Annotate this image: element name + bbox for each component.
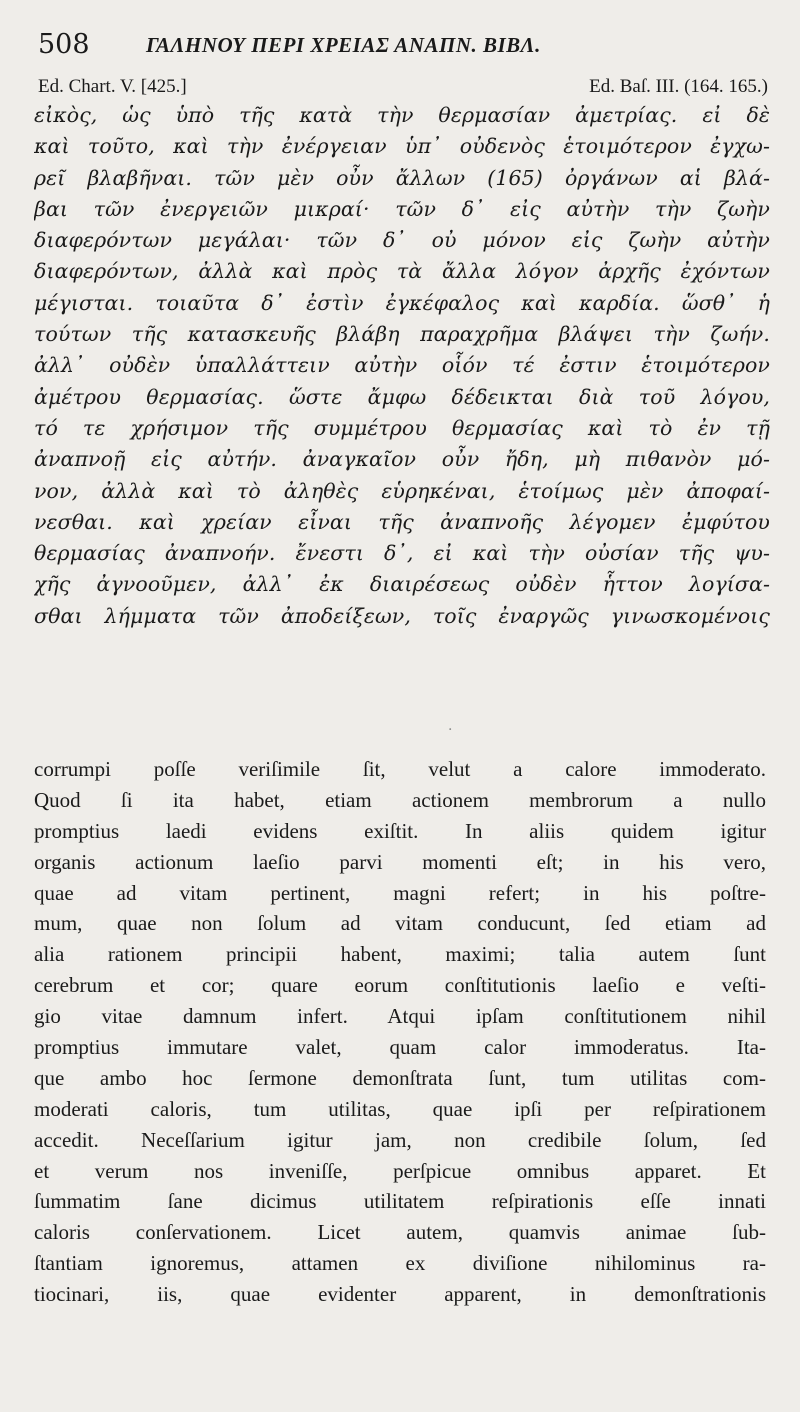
latin-text-line: quae ad vitam pertinent, magni refert; in his poſtre- (34, 880, 766, 905)
separator-mark: · (448, 722, 453, 738)
latin-text-line: gio vitae damnum infert. Atqui ipſam conſtitutionem nihil (34, 1004, 766, 1029)
latin-text-line: Quod ſi ita habet, etiam actionem membrorum a nullo (34, 787, 766, 812)
latin-text-line: moderati caloris, tum utilitas, quae ipſi per reſpirationem (34, 1096, 766, 1121)
greek-text-line: τό τε χρήσιμον τῆς συμμέτρου θερμασίας καὶ τὸ ἐν τῇ (34, 415, 770, 440)
running-title: ΓΑΛΗΝΟΥ ΠΕΡΙ ΧΡΕΙΑΣ ΑΝΑΠΝ. ΒΙΒΛ. (146, 33, 541, 57)
latin-text-line: et verum nos inveniſſe, perſpicue omnibus apparet. Et (34, 1158, 766, 1183)
page-number: 508 (38, 29, 90, 60)
greek-text-line: χῆς ἀγνοοῦμεν, ἀλλ᾽ ἐκ διαιρέσεως οὐδὲν ἧττον λογίσα- (34, 572, 770, 597)
latin-text-line: que ambo hoc ſermone demonſtrata ſunt, tum utilitas com- (34, 1065, 766, 1090)
greek-text-line: ἀναπνοῇ εἰς αὐτήν. ἀναγκαῖον οὖν ἤδη, μὴ πιθανὸν μό- (34, 447, 770, 472)
greek-text-block (34, 100, 770, 632)
greek-text-line: νεσθαι. καὶ χρείαν εἶναι τῆς ἀναπνοῆς λέγομεν ἐμφύτου (34, 509, 770, 534)
greek-text-line: τούτων τῆς κατασκευῆς βλάβη παραχρῆμα βλάψει τὴν ζωήν. (34, 322, 770, 347)
greek-text-line: εἰκὸς, ὡς ὑπὸ τῆς κατὰ τὴν θερμασίαν ἀμετρίας. εἰ δὲ (34, 103, 770, 127)
latin-text-block (34, 754, 766, 1310)
latin-text-line: ſtantiam ignoremus, attamen ex diviſione nihilominus ra- (34, 1251, 766, 1276)
latin-text-line: tiocinari, iis, quae evidenter apparent, in demonſtrationis (34, 1282, 766, 1307)
greek-text-line: σθαι λήμματα τῶν ἀποδείξεων, τοῖς ἐναργῶς γινωσκομένοις (34, 603, 770, 628)
running-head (38, 28, 768, 62)
latin-text-line: promptius laedi evidens exiſtit. In aliis quidem igitur (34, 818, 766, 843)
latin-text-line: promptius immutare valet, quam calor immoderatus. Ita- (34, 1035, 766, 1060)
greek-text-line: νον, ἀλλὰ καὶ τὸ ἀληθὲς εὑρηκέναι, ἑτοίμως μὲν ἀποφαί- (34, 478, 770, 503)
latin-text-line: accedit. Neceſſarium igitur jam, non credibile ſolum, ſed (34, 1127, 766, 1152)
edition-basel-ref: Ed. Baſ. III. (164. 165.) (589, 76, 768, 97)
greek-text-line: ρεῖ βλαβῆναι. τῶν μὲν οὖν ἄλλων (165) ὀργάνων αἱ βλά- (34, 165, 770, 190)
latin-text-line: mum, quae non ſolum ad vitam conducunt, ſed etiam ad (34, 911, 766, 936)
greek-text-line: ἀμέτρου θερμασίας. ὥστε ἄμφω δέδεικται διὰ τοῦ λόγου, (34, 384, 770, 409)
latin-text-line: organis actionum laeſio parvi momenti eſt; in his vero, (34, 849, 766, 874)
greek-text-line: βαι τῶν ἐνεργειῶν μικραί· τῶν δ᾽ εἰς αὐτὴν τὴν ζωὴν (34, 196, 770, 221)
greek-text-line: θερμασίας ἀναπνοήν. ἔνεστι δ᾽, εἰ καὶ τὴν οὐσίαν τῆς ψυ- (34, 541, 770, 566)
latin-text-line: caloris conſervationem. Licet autem, quamvis animae ſub- (34, 1220, 766, 1245)
greek-text-line: διαφερόντων, ἀλλὰ καὶ πρὸς τὰ ἄλλα λόγον ἀρχῆς ἐχόντων (34, 259, 770, 284)
edition-chartier-ref: Ed. Chart. V. [425.] (38, 76, 187, 97)
edition-reference-line (38, 74, 768, 100)
greek-text-line: μέγισται. τοιαῦτα δ᾽ ἐστὶν ἐγκέφαλος καὶ καρδία. ὥσθ᾽ ἡ (34, 290, 770, 315)
greek-text-line: διαφερόντων μεγάλαι· τῶν δ᾽ οὐ μόνον εἰς ζωὴν αὐτὴν (34, 228, 770, 253)
latin-text-line: cerebrum et cor; quare eorum conſtitutionis laeſio e veſti- (34, 973, 766, 998)
latin-text-line: alia rationem principii habent, maximi; talia autem ſunt (34, 942, 766, 967)
latin-text-line: ſummatim ſane dicimus utilitatem reſpirationis eſſe innati (34, 1189, 766, 1214)
latin-text-line: corrumpi poſſe veriſimile ſit, velut a calore immoderato. (34, 757, 766, 781)
greek-text-line: καὶ τοῦτο, καὶ τὴν ἐνέργειαν ὑπ᾽ οὐδενὸς ἑτοιμότερον ἐγχω- (34, 134, 770, 159)
greek-text-line: ἀλλ᾽ οὐδὲν ὑπαλλάττειν αὐτὴν οἷόν τέ ἐστιν ἑτοιμότερον (34, 353, 770, 378)
